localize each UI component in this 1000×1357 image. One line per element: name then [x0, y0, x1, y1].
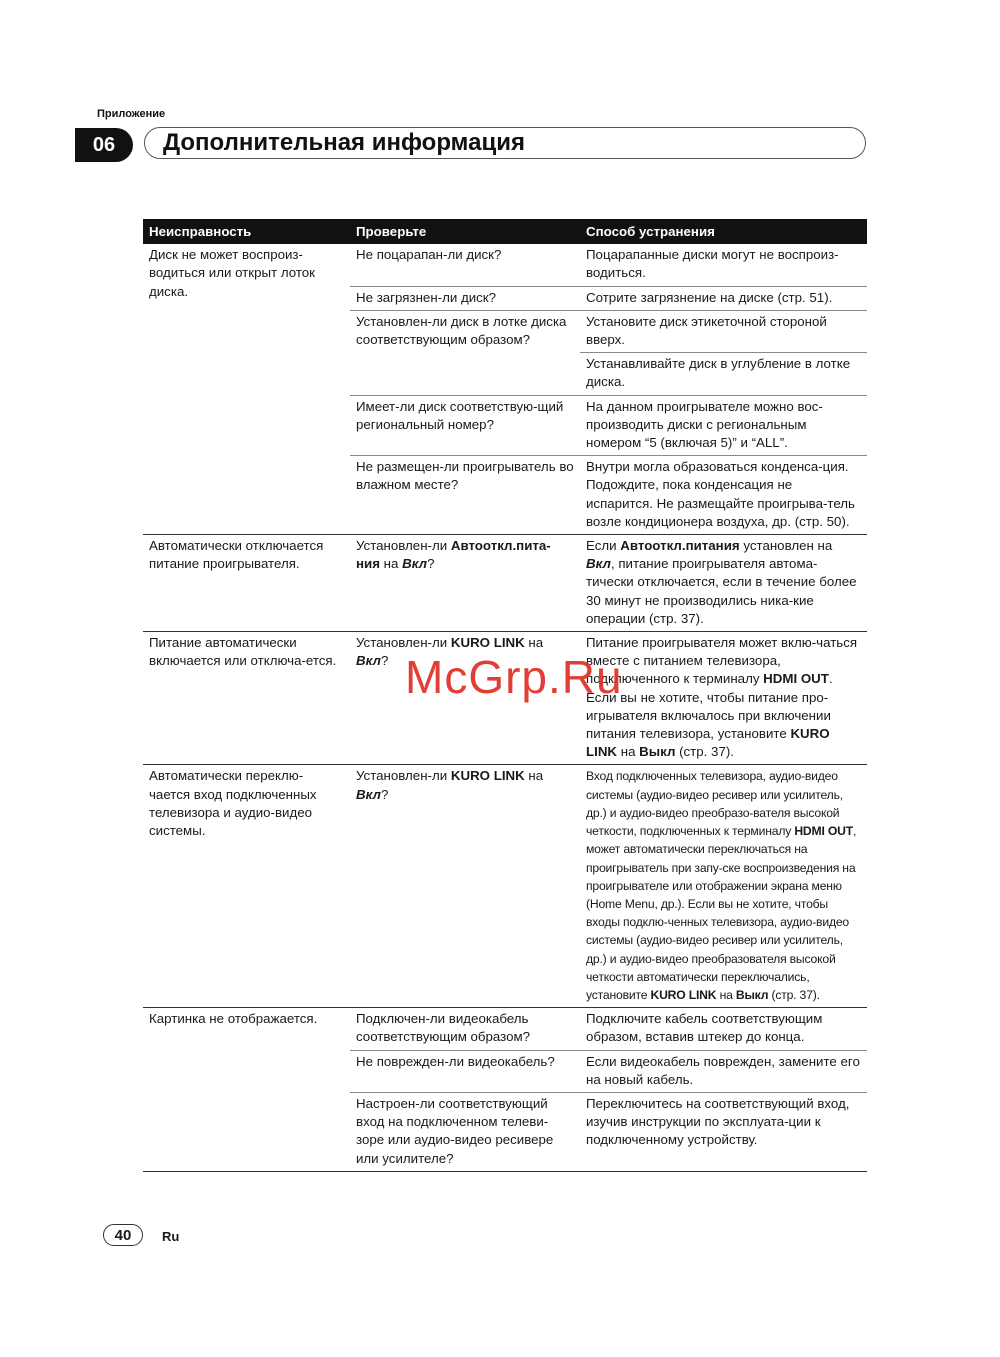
text-run: Установлен-ли	[356, 768, 451, 784]
text-run: ?	[380, 786, 389, 802]
check-cell: Не загрязнен-ли диск?	[350, 286, 580, 310]
text-run: Питание проигрывателя может вклю-чаться вместе с питанием телевизора, подключенного к терминалу	[586, 635, 858, 687]
language-label: Ru	[162, 1229, 180, 1244]
remedy-cell: Переключитесь на соответствующий вход, изучив инструкции по эксплуата-ции к подключенному устройству.	[580, 1092, 867, 1171]
remedy-cell: Установите диск этикеточной стороной вверх.	[580, 310, 867, 352]
remedy-cell: Поцарапанные диски могут не воспроиз-водиться.	[580, 244, 867, 286]
symptom-cell: Питание автоматически включается или отключа-ется.	[143, 632, 350, 765]
chapter-number-badge: 06	[75, 128, 133, 162]
text-run: Установлен-ли	[356, 538, 451, 554]
terminal-name: HDMI OUT	[763, 671, 829, 687]
chapter-title: Дополнительная информация	[144, 127, 866, 159]
setting-name: Автооткл.питания	[620, 538, 740, 554]
text-run: (стр. 37).	[675, 744, 734, 760]
text-run: на	[524, 635, 544, 651]
symptom-cell: Автоматически отключается питание проигрывателя.	[143, 535, 350, 632]
check-cell: Не размещен-ли проигрыватель во влажном месте?	[350, 456, 580, 535]
setting-name: Автооткл.пита-ния	[356, 538, 551, 572]
remedy-cell	[580, 632, 867, 765]
setting-name: KURO LINK	[450, 768, 525, 784]
column-header-symptom: Неисправность	[143, 219, 350, 244]
table-row	[143, 765, 867, 1008]
symptom-cell: Картинка не отображается.	[143, 1008, 350, 1172]
text-run: , питание проигрывателя автома-тически отключается, если в течение более 30 минут не производились ника-кие операции (стр. 37).	[586, 556, 857, 626]
text-run: на	[716, 987, 736, 1002]
setting-name: KURO LINK	[450, 635, 525, 651]
text-run: , может автоматически переключаться на проигрыватель при запу-ске воспроизведения на проигрывателе или отображении экрана меню (Home Menu, др.). Если вы не хотите, чтобы входы подклю-ченных телевизора, аудио-видео системы (аудио-видео ресивер или усилитель, др.) и аудио-видео преобразователя высокой четкости автоматически переключались, установите	[586, 824, 857, 1002]
check-cell	[350, 765, 580, 1008]
table-header-row	[143, 219, 867, 244]
text-run: на	[379, 556, 403, 572]
text-run: ?	[427, 556, 435, 572]
symptom-cell: Диск не может воспроиз-водиться или открыт лоток диска.	[143, 244, 350, 534]
check-cell: Имеет-ли диск соответствую-щий региональный номер?	[350, 395, 580, 456]
remedy-cell: Подключите кабель соответствующим образом, вставив штекер до конца.	[580, 1008, 867, 1050]
page-number: 40	[103, 1224, 143, 1246]
setting-name: KURO LINK	[586, 726, 830, 760]
text-run: ?	[380, 653, 389, 669]
watermark: McGrp.Ru	[405, 651, 623, 703]
remedy-cell: Если видеокабель поврежден, замените его на новый кабель.	[580, 1050, 867, 1092]
text-run: Если	[586, 538, 621, 554]
check-cell: Настроен-ли соответствующий вход на подключенном телеви-зоре или аудио-видео ресивере или усилителе?	[350, 1092, 580, 1171]
text-run: Вход подключенных телевизора, аудио-видео системы (аудио-видео ресивер или усилитель, др.) и аудио-видео преобразо-вателя высокой четкости, подключенных к терминалу	[586, 769, 843, 839]
setting-value: Выкл	[639, 744, 676, 760]
table-row	[143, 244, 867, 286]
remedy-cell: Внутри могла образоваться конденса-ция. Подождите, пока конденсация не испарится. Не размещайте проигрыва-тель возле кондиционера воздуха, др. (стр. 50).	[580, 456, 867, 535]
text-run: (стр. 37).	[768, 987, 820, 1002]
remedy-cell	[580, 765, 867, 1008]
remedy-cell: На данном проигрывателе можно вос-производить диски с региональным номером “5 (включая 5)” и “ALL”.	[580, 395, 867, 456]
text-run: . Если вы не хотите, чтобы питание про-игрывателя включалось при включении питания телевизора, установите	[586, 671, 833, 742]
text-run: на	[617, 744, 640, 760]
setting-value: Вкл	[402, 556, 428, 572]
terminal-name: HDMI OUT	[794, 824, 853, 839]
section-label: Приложение	[97, 108, 166, 120]
setting-value: Вкл	[356, 786, 381, 802]
setting-value: Вкл	[586, 556, 611, 572]
setting-value: Выкл	[735, 987, 769, 1002]
table-row	[143, 1008, 867, 1050]
check-cell: Установлен-ли диск в лотке диска соответствующим образом?	[350, 310, 580, 395]
table-row	[143, 535, 867, 632]
remedy-cell: Сотрите загрязнение на диске (стр. 51).	[580, 286, 867, 310]
column-header-remedy: Способ устранения	[580, 219, 867, 244]
symptom-cell: Автоматически переклю-чается вход подключенных телевизора и аудио-видео системы.	[143, 765, 350, 1008]
remedy-cell	[580, 535, 867, 632]
remedy-cell: Устанавливайте диск в углубление в лотке диска.	[580, 353, 867, 395]
text-run: на	[524, 768, 544, 784]
check-cell: Не поцарапан-ли диск?	[350, 244, 580, 286]
text-run: установлен на	[739, 538, 833, 554]
check-cell	[350, 535, 580, 632]
setting-name: KURO LINK	[650, 987, 717, 1002]
check-cell: Подключен-ли видеокабель соответствующим образом?	[350, 1008, 580, 1050]
setting-value: Вкл	[356, 653, 381, 669]
column-header-check: Проверьте	[350, 219, 580, 244]
check-cell: Не поврежден-ли видеокабель?	[350, 1050, 580, 1092]
text-run: Установлен-ли	[356, 635, 451, 651]
